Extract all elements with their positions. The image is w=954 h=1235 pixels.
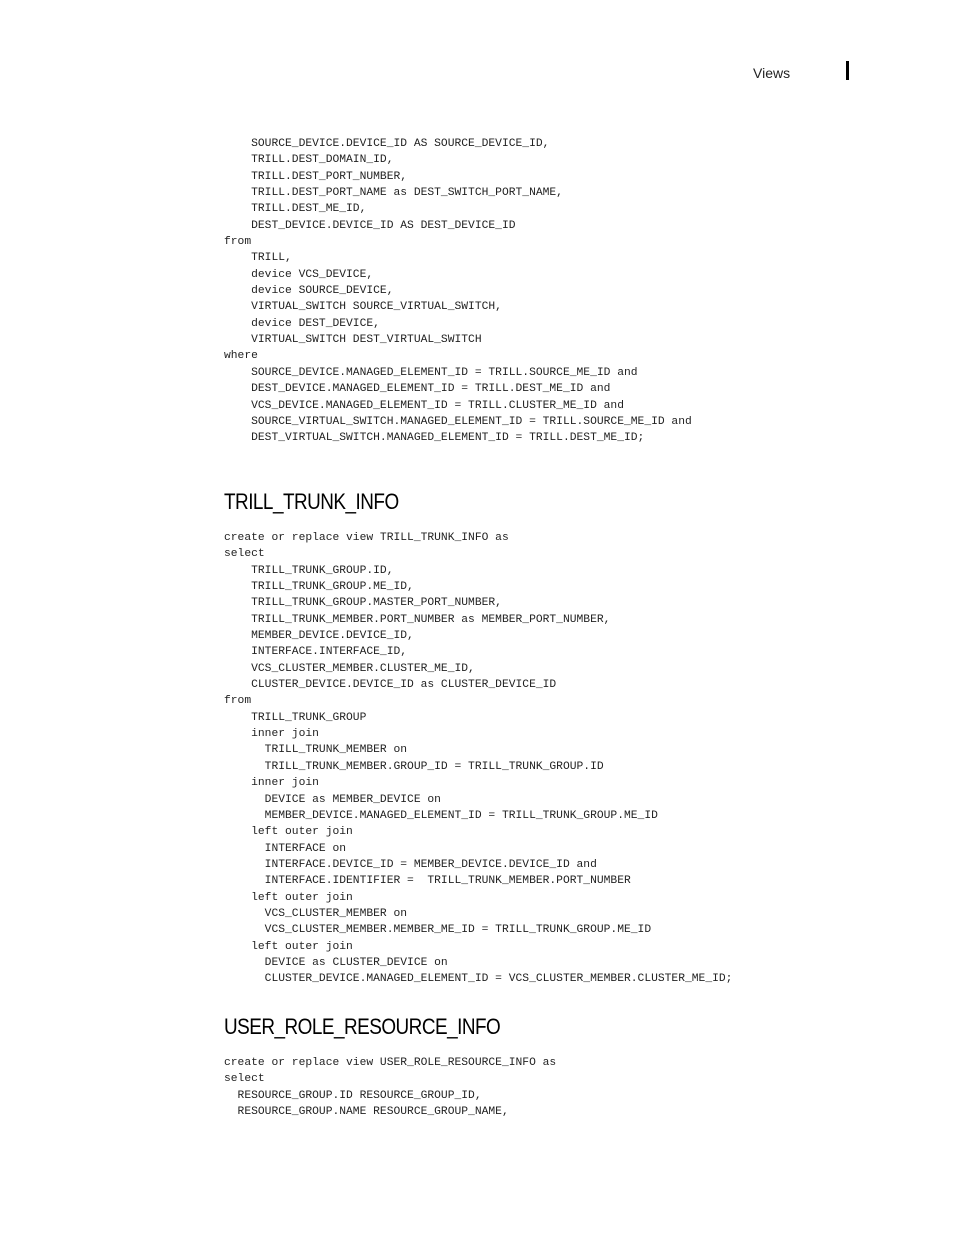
sql-code-block-continued: SOURCE_DEVICE.DEVICE_ID AS SOURCE_DEVICE_ID, TRILL.DEST_DOMAIN_ID, TRILL.DEST_PORT_NUMBER, TRILL.DEST_PORT_NAME as DEST_SWITCH_PORT_NAME, TRILL.DEST_ME_ID, DEST_DEVICE.DEVICE_ID AS DEST_DEVICE_ID from TRILL, device VCS_DEVICE, device SOURCE_DEVICE, VIRTUAL_SWITCH SOURCE_VIRTUAL_SWITCH, device DEST_DEVICE, VIRTUAL_SWITCH DEST_VIRTUAL_SWITCH where SOURCE_DEVICE.MANAGED_ELEMENT_ID = TRILL.SOURCE_ME_ID and DEST_DEVICE.MANAGED_ELEMENT_ID = TRILL.DEST_ME_ID and VCS_DEVICE.MANAGED_ELEMENT_ID = TRILL.CLUSTER_ME_ID and SOURCE_VIRTUAL_SWITCH.MANAGED_ELEMENT_ID = TRILL.SOURCE_ME_ID and DEST_VIRTUAL_SWITCH.MANAGED_ELEMENT_ID = TRILL.DEST_ME_ID;	[224, 138, 692, 445]
sql-code-block-trill-trunk-info: create or replace view TRILL_TRUNK_INFO as select TRILL_TRUNK_GROUP.ID, TRILL_TRUNK_GROUP.ME_ID, TRILL_TRUNK_GROUP.MASTER_PORT_NUMBER, TRILL_TRUNK_MEMBER.PORT_NUMBER as MEMBER_PORT_NUMBER, MEMBER_DEVICE.DEVICE_ID, INTERFACE.INTERFACE_ID, VCS_CLUSTER_MEMBER.CLUSTER_ME_ID, CLUSTER_DEVICE.DEVICE_ID as CLUSTER_DEVICE_ID from TRILL_TRUNK_GROUP inner join TRILL_TRUNK_MEMBER on TRILL_TRUNK_MEMBER.GROUP_ID = TRILL_TRUNK_GROUP.ID inner join DEVICE as MEMBER_DEVICE on MEMBER_DEVICE.MANAGED_ELEMENT_ID = TRILL_TRUNK_GROUP.ME_ID left outer join INTERFACE on INTERFACE.DEVICE_ID = MEMBER_DEVICE.DEVICE_ID and INTERFACE.IDENTIFIER = TRILL_TRUNK_MEMBER.PORT_NUMBER left outer join VCS_CLUSTER_MEMBER on VCS_CLUSTER_MEMBER.MEMBER_ME_ID = TRILL_TRUNK_GROUP.ME_ID left outer join DEVICE as CLUSTER_DEVICE on CLUSTER_DEVICE.MANAGED_ELEMENT_ID = VCS_CLUSTER_MEMBER.CLUSTER_ME_ID;	[224, 532, 733, 986]
sql-code-block-user-role-resource-info: create or replace view USER_ROLE_RESOURCE_INFO as select RESOURCE_GROUP.ID RESOURCE_GROUP_ID, RESOURCE_GROUP.NAME RESOURCE_GROUP_NAME,	[224, 1057, 557, 1119]
section-heading-trill-trunk-info: TRILL_TRUNK_INFO	[224, 489, 399, 514]
running-header-label: Views	[753, 65, 791, 81]
header-marker-bar	[846, 61, 849, 80]
section-heading-user-role-resource-info: USER_ROLE_RESOURCE_INFO	[224, 1014, 501, 1039]
